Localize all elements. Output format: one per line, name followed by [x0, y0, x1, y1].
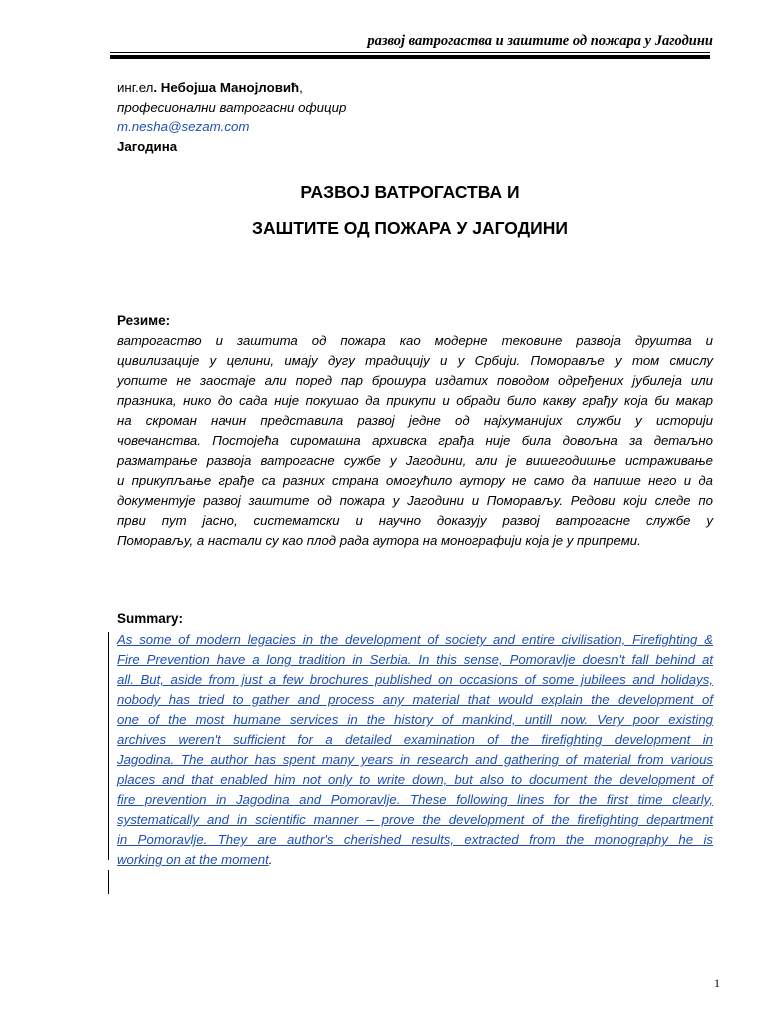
- rezime-paragraph: [117, 331, 713, 551]
- header-rule: [110, 52, 710, 53]
- paper-title-line-2: ЗАШТИТЕ ОД ПОЖАРА У ЈАГОДИНИ: [252, 218, 568, 238]
- author-affiliation: професионални ватрогасни официр: [117, 99, 347, 115]
- page-number: 1: [714, 976, 720, 990]
- summary-line: all. But, aside from just a few brochures published on occasions of some jubilees and holidays,: [117, 672, 713, 687]
- summary-line: in Pomoravlje. They are author's cherished results, extracted from the monography he is: [117, 832, 713, 847]
- rezime-line: на скроман начин представила развој једне од најхуманијих служби у историји: [117, 413, 713, 428]
- summary-line: working on at the moment: [117, 852, 269, 867]
- author-title-prefix: инг.ел: [117, 80, 154, 95]
- rezime-line: први пут јасно, систематски и научно доказују развој ватрогасне службе у: [117, 513, 713, 528]
- revision-margin-bar: [108, 632, 109, 860]
- rezime-line: човечанства. Постојећа сиромашна архивска грађа није била довољна за детаљно: [117, 433, 713, 448]
- rezime-line: празника, нико до сада није покушао да прикупи и обради било какву грађу која би макар: [117, 393, 713, 408]
- author-city: Јагодина: [117, 138, 178, 154]
- author-email-link[interactable]: m.nesha@sezam.com: [117, 119, 250, 134]
- rezime-heading: Резиме:: [117, 313, 171, 328]
- summary-paragraph: [117, 630, 713, 870]
- author-name-suffix: ,: [299, 80, 303, 95]
- revision-margin-bar: [108, 870, 109, 894]
- header-rule-thick: [110, 55, 710, 59]
- rezime-line: Поморављу, а настали су као плод рада аутора на монографији која је у припреми.: [117, 533, 641, 548]
- summary-line: nobody has tried to gather and process any material that would explain the development of: [117, 692, 713, 707]
- running-header: развој ватрогаства и заштите од пожара у Јагодини: [367, 33, 713, 49]
- summary-line: fire prevention in Jagodina and Pomoravlje. These following lines for the first time clearly,: [117, 792, 713, 807]
- summary-line: As some of modern legacies in the development of society and entire civilisation, Firefighting &: [117, 632, 713, 647]
- summary-line: systematically and in scientific manner – prove the development of the firefighting department: [117, 812, 713, 827]
- rezime-line: и прикупљање грађе са разних страна омогућило аутору не само да напише него и да: [117, 473, 713, 488]
- summary-line: places and that enabled him not only to write down, but also to document the development of: [117, 772, 713, 787]
- rezime-line: ватрогаство и заштита од пожара као модерне тековине развоја друштва и: [117, 333, 713, 348]
- summary-heading: Summary:: [117, 611, 184, 626]
- author-line: [117, 78, 677, 98]
- summary-line: Fire Prevention have a long tradition in Serbia. In this sense, Pomoravlje doesn't fall behind at: [117, 652, 713, 667]
- rezime-line: уопште не заостаје али поред пар брошура издатих поводом одређених јубилеја или: [117, 373, 713, 388]
- author-name: . Небојша Манојловић: [153, 80, 300, 95]
- rezime-line: разматрање развоја ватрогасне сужбе у Јагодини, али је вишегодишње истраживање: [117, 453, 713, 468]
- summary-last-line: [117, 850, 713, 870]
- rezime-line: цивилизације у целини, имају дугу традицију и у Србији. Поморавље у том смислу: [117, 353, 713, 368]
- summary-line: one of the most humane services in the history of mankind, untill now. Very poor existing: [117, 712, 713, 727]
- paper-title-line-1: РАЗВОЈ ВАТРОГАСТВА И: [300, 182, 520, 202]
- summary-line: archives weren't sufficient for a detailed examination of the firefighting development in: [117, 732, 713, 747]
- rezime-line: документује развој заштите од пожара у Јагодини и Поморављу. Редови који следе по: [117, 493, 713, 508]
- summary-line: Jagodina. The author has spent many years in research and gathering of material from various: [117, 752, 713, 767]
- summary-final-period: .: [268, 852, 273, 867]
- author-block: [117, 78, 677, 156]
